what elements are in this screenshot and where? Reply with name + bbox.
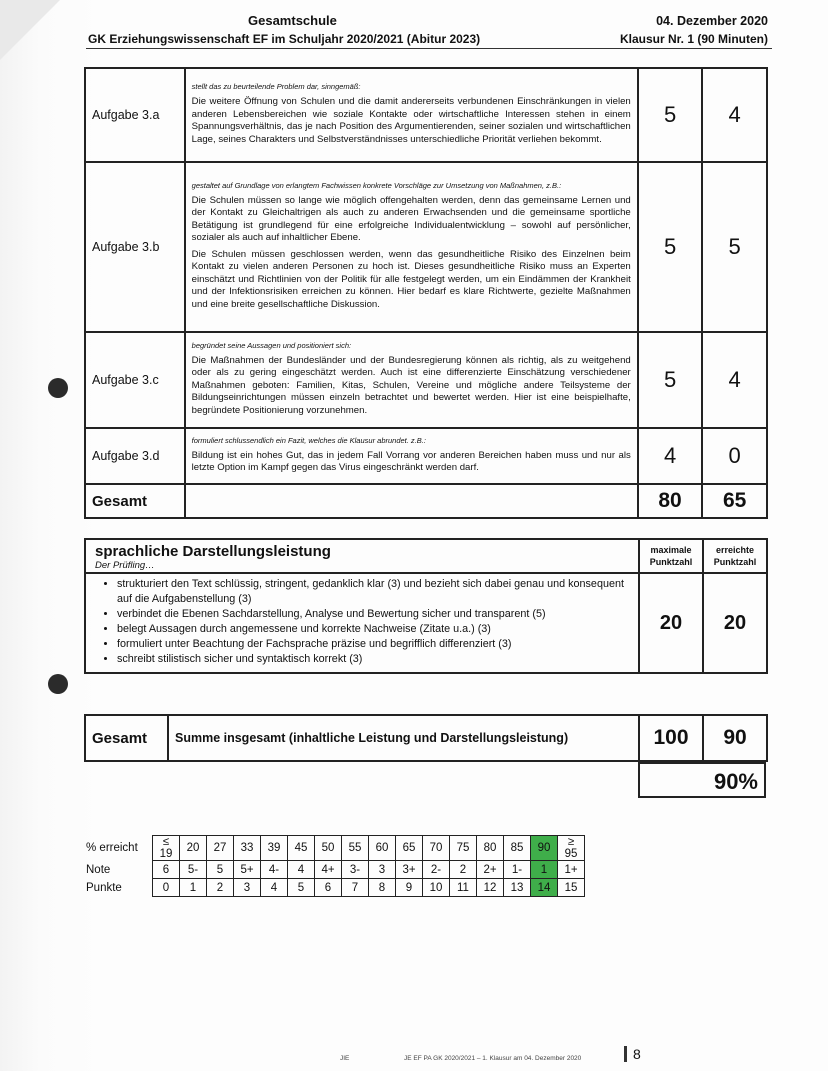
grade-cell: 1- [504,861,531,879]
page-number: 8 [624,1046,641,1062]
grade-cell: 15 [558,879,585,897]
language-table [84,538,768,674]
task-max: 4 [638,428,703,484]
total-max: 80 [638,484,703,518]
grade-cell: 2 [450,861,477,879]
grade-cell: 6 [315,879,342,897]
grade-row-label: % erreicht [86,842,138,854]
grade-cell: 13 [504,879,531,897]
task-paragraph: Die Schulen müssen geschlossen werden, wenn das gesundheitliche Risiko des Einzelnen beim Kontakt zu vielen anderen Personen zu hoch ist. Dieses gesundheitliche Risiko muss an Experten einschätzt und Richtlinien von der Politik für alle festgelegt werden, um ein Eindämmen der Krankheit und der Infektionsrisiken erreichen zu können. Hier bedarf es klare Richtwerte, gezielte Maßnahmen und eine breite gesellschaftliche Diskussion. [191,248,631,310]
grade-cell: 4 [288,861,315,879]
task-hint: stellt das zu beurteilende Problem dar, sinngemäß: [191,82,361,91]
task-achieved: 4 [702,332,767,428]
grade-cell: 70 [423,836,450,861]
grading-scale [84,835,585,897]
punch-hole [48,378,68,398]
grade-cell: 0 [153,879,180,897]
criteria-item: • belegt Aussagen durch angemessene und korrekte Nachweise (Zitate u.a.) (3) [117,622,637,637]
task-label: Aufgabe 3.b [85,162,185,332]
grade-cell: 8 [369,879,396,897]
punch-hole [48,674,68,694]
grade-cell: 90 [531,836,558,861]
summary-max: 100 [639,715,703,761]
task-hint: begründet seine Aussagen und positioniert sich: [191,340,352,350]
task-paragraph: Bildung ist ein hohes Gut, das in jedem Fall Vorrang vor anderen Bereichen haben muss und nur als letzte Option im Kampf gegen das Virus eingeschränkt werden darf. [191,449,631,473]
grade-row-points [84,879,585,897]
grade-cell: 1 [531,861,558,879]
grade-cell: ≥ 95 [558,836,585,861]
page-header [86,12,772,49]
grade-cell: 5 [207,861,234,879]
criteria-item: • strukturiert den Text schlüssig, stringent, gedanklich klar (3) und bezieht sich dabei genau und konsequent auf die Aufgabenstellung (3) [117,577,637,607]
task-max: 5 [638,162,703,332]
grade-cell: 85 [504,836,531,861]
task-row [85,162,767,332]
max-points-header: maximale Punktzahl [639,539,703,573]
task-content [185,428,638,484]
language-subtitle: Der Prüfling… [95,560,155,571]
task-content [185,332,638,428]
grade-cell: 3+ [396,861,423,879]
grade-cell: 4 [261,879,288,897]
task-hint: gestaltet auf Grundlage von erlangtem Fachwissen konkrete Vorschläge zur Umsetzung von Maßnahmen, z.B.: [191,180,562,190]
criteria-item: • schreibt stilistisch sicher und syntaktisch korrekt (3) [117,652,637,667]
grade-cell: 2 [207,879,234,897]
task-table [84,67,768,519]
grade-cell: 75 [450,836,477,861]
grade-cell: 50 [315,836,342,861]
grade-cell: 12 [477,879,504,897]
grade-cell: 2- [423,861,450,879]
task-label: Aufgabe 3.a [85,68,185,162]
task-content [185,68,638,162]
grade-cell: 9 [396,879,423,897]
summary-text: Summe insgesamt (inhaltliche Leistung und Darstellungsleistung) [168,715,639,761]
grade-cell: 20 [180,836,207,861]
task-hint: formuliert schlussendlich ein Fazit, welches die Klausur abrundet. z.B.: [191,435,426,445]
achieved-points-header: erreichte Punktzahl [703,539,767,573]
course-title: GK Erziehungswissenschaft EF im Schuljahr 2020/2021 (Abitur 2023) [88,32,481,46]
grade-cell: 45 [288,836,315,861]
summary-achieved: 90 [703,715,767,761]
summary-label: Gesamt [85,715,168,761]
task-achieved: 0 [702,428,767,484]
exam-date: 04. Dezember 2020 [656,14,768,28]
grade-cell: 7 [342,879,369,897]
task-achieved: 5 [702,162,767,332]
grade-cell: 4- [261,861,288,879]
summary-table [84,714,768,762]
task-max: 5 [638,332,703,428]
task-row [85,428,767,484]
footer-left: JIE [340,1055,350,1062]
grade-cell: 14 [531,879,558,897]
summary-percent: 90% [638,762,766,798]
footer-center: JE EF PA GK 2020/2021 – 1. Klausur am 04. Dezember 2020 [404,1055,582,1062]
language-title: sprachliche Darstellungsleistung [95,543,331,560]
grade-cell: 5 [288,879,315,897]
grade-cell: 1+ [558,861,585,879]
task-label: Aufgabe 3.d [85,428,185,484]
grade-cell: 6 [153,861,180,879]
grade-cell: 27 [207,836,234,861]
grade-cell: 55 [342,836,369,861]
grade-row-note [84,861,585,879]
total-achieved: 65 [702,484,767,518]
grade-cell: 2+ [477,861,504,879]
grade-cell: 60 [369,836,396,861]
criteria-item: • formuliert unter Beachtung der Fachsprache präzise und begrifflich differenziert (3) [117,637,637,652]
school-name: Gesamtschule [248,13,337,28]
grade-cell: 3- [342,861,369,879]
total-label: Gesamt [85,484,185,518]
grade-cell: ≤ 19 [153,836,180,861]
task-paragraph: Die Schulen müssen so lange wie möglich offengehalten werden, denn das gemeinsame Lernen und der Kontakt zu Gleichaltrigen als auch zu anderen Erwachsenden und die gemeinsame sportliche Betätigung ist grundlegend für eine erfolgreiche Individualentwicklung – sowohl auf persönlicher, sozialer als auch auf inhaltlicher Ebene. [191,194,631,244]
task-row [85,332,767,428]
task-row [85,68,767,162]
exam-number: Klausur Nr. 1 (90 Minuten) [619,32,768,46]
language-max: 20 [639,573,703,673]
grade-cell: 1 [180,879,207,897]
total-row [85,484,767,518]
task-max: 5 [638,68,703,162]
grade-row-label: Note [86,863,111,876]
grade-cell: 10 [423,879,450,897]
task-paragraph: Die weitere Öffnung von Schulen und die damit andererseits verbundenen Einschränkungen in vielen anderen Lebensbereichen wie soziale Kontakte oder wirtschaftliche Interessen stehen in einem Spannungsverhältnis, das je nach Position des Argumentierenden, seiner sozialen und wirtschaftlichen Lage, seines Charakters und Selbstverständnisses unterschiedliche Priorität verliehen bekommt. [191,96,631,145]
grade-cell: 33 [234,836,261,861]
task-paragraph: Die Maßnahmen der Bundesländer und der Bundesregierung können als richtig, als zu weitgehend oder als zu gering eingeschätzt werden. Auch ist eine differenzierte Einschätzung verschiedener Maßnahmen geboten: Familien, Kitas, Schulen, Vereine und mögliche andere Teilsysteme der Bildungseinrichtungen müssen einzeln betrachtet und bewertet werden. Hier ist eine beispielhafte, begründete Positionierung vorzunehmen. [191,354,631,416]
footer [340,1055,582,1062]
grade-cell: 4+ [315,861,342,879]
grade-cell: 3 [369,861,396,879]
grade-cell: 39 [261,836,288,861]
grade-cell: 5+ [234,861,261,879]
grade-cell: 80 [477,836,504,861]
grade-row-percent [84,836,585,861]
grade-cell: 65 [396,836,423,861]
task-achieved: 4 [702,68,767,162]
criteria-list [87,577,637,667]
grade-cell: 11 [450,879,477,897]
criteria-item: • verbindet die Ebenen Sachdarstellung, Analyse und Bewertung sicher und transparent (5) [117,607,637,622]
task-label: Aufgabe 3.c [85,332,185,428]
grade-row-label: Punkte [86,881,122,894]
grade-cell: 3 [234,879,261,897]
grade-cell: 5- [180,861,207,879]
page-fold [0,0,60,60]
task-content [185,162,638,332]
language-achieved: 20 [703,573,767,673]
